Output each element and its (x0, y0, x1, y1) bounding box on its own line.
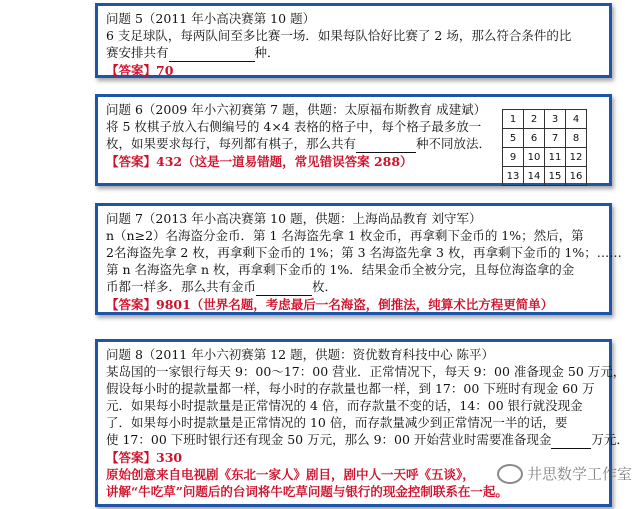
grid-row (503, 148, 587, 167)
problem-7-text-2: 2名海盗先拿 2 枚，再拿剩下金币的 1%；第 3 名海盗先拿 3 枚，再拿剩下金币的 1%；…… (106, 245, 622, 260)
problem-5-text-2b: 种． (254, 45, 280, 60)
watermark (497, 463, 632, 484)
numbered-grid (502, 109, 587, 186)
grid-cell: 5 (503, 129, 524, 148)
problem-6-title: 问题 6（2009 年小六初赛第 7 题，供题：太原福布斯教育 成建斌） (106, 102, 487, 117)
problem-7-answer: 【答案】9801（世界名题，考虑最后一名海盗，倒推法，纯算术比方程更简单） (106, 297, 554, 312)
problem-8-text-5a: 使 17：00 下班时银行还有现金 50 万元，那么 9：00 开始营业时需要准备现金 (106, 432, 552, 447)
answer-blank (169, 44, 255, 62)
problem-7-title: 问题 7（2013 年小高决赛第 10 题，供题：上海尚品教育 刘守军） (106, 211, 482, 226)
problem-8-note-2: 讲解“牛吃草”问题后的台词将牛吃草问题与银行的现金控制联系在一起。 (106, 484, 508, 499)
grid-row (503, 129, 587, 148)
problem-8-note-1: 原始创意来自电视剧《东北一家人》剧目，剧中人一天呼《五谈》， (106, 467, 475, 482)
problem-6-text-2a: 枚，如果要求每行，每列都有棋子，那么共有 (106, 136, 357, 151)
problem-7-box (95, 203, 622, 315)
problem-8-title: 问题 8（2011 年小六初赛第 12 题，供题：资优数育科技中心 陈平） (106, 347, 495, 362)
grid-row (503, 167, 587, 186)
grid-cell: 6 (524, 129, 545, 148)
grid-cell: 9 (503, 148, 524, 167)
grid-cell: 7 (545, 129, 566, 148)
problem-7-text-3: 第 n 名海盗先拿 n 枚，再拿剩下金币的 1%．结果金币全被分完，且每位海盗拿的金 (106, 262, 575, 277)
grid-cell: 14 (524, 167, 545, 186)
grid-cell: 16 (566, 167, 587, 186)
problem-5-text-1: 6 支足球队，每两队间至多比赛一场．如果每队恰好比赛了 2 场，那么符合条件的比 (106, 28, 572, 43)
grid-cell: 4 (566, 110, 587, 129)
problem-8-text-3: 元．如果每小时提款量是正常情况的 4 倍，而存款量不变的话，14：00 银行就没现金 (106, 398, 583, 413)
grid-cell: 11 (545, 148, 566, 167)
grid-cell: 15 (545, 167, 566, 186)
problem-6-box (95, 94, 612, 186)
problem-8-text-5 (106, 431, 629, 449)
answer-blank (256, 278, 312, 296)
problem-6-answer: 【答案】432（这是一道易错题，常见错误答案 288） (106, 154, 413, 169)
problem-6-text-1: 将 5 枚棋子放入右侧编号的 4×4 表格的格子中，每个格子最多放一 (106, 119, 482, 134)
grid-cell: 8 (566, 129, 587, 148)
problem-8-text-4: 了．如果每小时提款量是正常情况的 10 倍，而存款量减少到正常情况一半的话，要 (106, 415, 568, 430)
problem-6-text-2b: 种不同放法． (416, 136, 492, 151)
problem-8-text-5b: 万元． (591, 432, 629, 447)
problem-7-text-4a: 币都一样多．那么共有金币 (106, 279, 257, 294)
problem-7-text-4 (106, 278, 601, 296)
problem-5-text-2a: 赛安排共有 (106, 45, 169, 60)
problem-7-text-1: n（n≥2）名海盗分金币．第 1 名海盗先拿 1 枚金币，再拿剩下金币的 1%；然后，第 (106, 228, 584, 243)
grid-cell: 1 (503, 110, 524, 129)
grid-cell: 13 (503, 167, 524, 186)
answer-blank (356, 135, 416, 153)
problem-5-answer: 【答案】70 (106, 63, 174, 78)
watermark-text: 井思数学工作室 (526, 465, 632, 483)
problem-7-text-4b: 枚． (312, 279, 338, 294)
problem-5-box (95, 3, 612, 78)
problem-8-answer: 【答案】330 (106, 450, 183, 465)
answer-blank (551, 431, 591, 449)
problem-8-text-2: 假设每小时的提款量都一样，每小时的存款量也都一样，到 17：00 下班时有现金 60 万 (106, 381, 595, 396)
wechat-icon (497, 464, 523, 484)
problem-8-text-1: 某岛国的一家银行每天 9：00～17：00 营业．正常情况下，每天 9：00 准备现金 50 万元， (106, 364, 626, 379)
grid-cell: 10 (524, 148, 545, 167)
grid-cell: 3 (545, 110, 566, 129)
problem-5-text-2 (106, 44, 601, 62)
problem-5-title: 问题 5（2011 年小高决赛第 10 题） (106, 11, 316, 26)
grid-row (503, 110, 587, 129)
grid-cell: 12 (566, 148, 587, 167)
grid-cell: 2 (524, 110, 545, 129)
